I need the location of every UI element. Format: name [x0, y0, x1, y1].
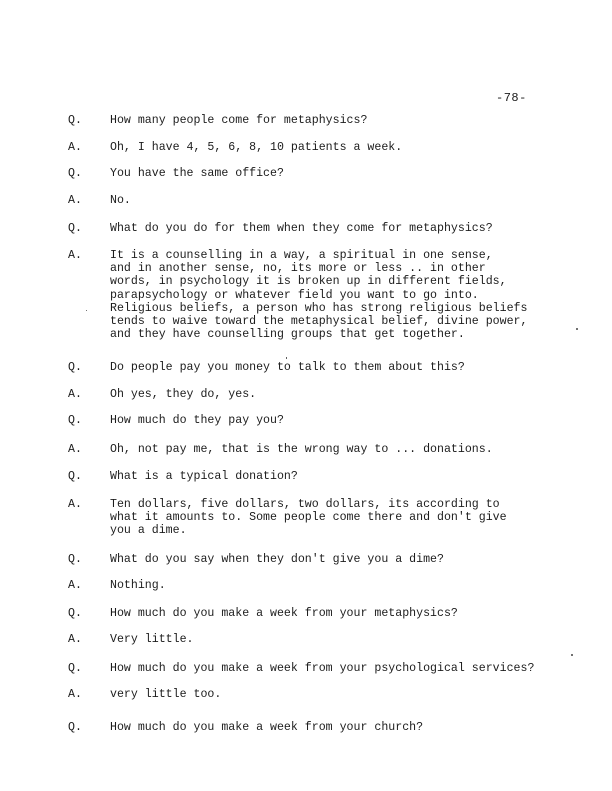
speaker-label: A. — [68, 498, 82, 511]
speaker-label: Q. — [68, 553, 82, 566]
exchange-text: very little too. — [110, 688, 222, 701]
speaker-label: Q. — [68, 414, 82, 427]
exchange-text: You have the same office? — [110, 167, 284, 180]
page-number: -78- — [496, 91, 527, 105]
scan-speck — [86, 310, 87, 311]
speaker-label: Q. — [68, 607, 82, 620]
speaker-label: Q. — [68, 470, 82, 483]
speaker-label: A. — [68, 388, 82, 401]
exchange-text: Do people pay you money to talk to them about this? — [110, 361, 465, 374]
exchange-text: It is a counselling in a way, a spiritual in one sense, and in another sense, no, its more or less .. in other words, in psychology it is broken up in different fields, parapsychology or whatever field you want to go into. Religious beliefs, a person who has strong religious beliefs tends to waive toward the metaphysical belief, divine power, and they have counselling groups that get together. — [110, 249, 528, 342]
speaker-label: Q. — [68, 167, 82, 180]
speaker-label: A. — [68, 141, 82, 154]
exchange-text: What is a typical donation? — [110, 470, 298, 483]
speaker-label: Q. — [68, 222, 82, 235]
scan-speck — [576, 328, 578, 330]
exchange-text: Oh, I have 4, 5, 6, 8, 10 patients a week. — [110, 141, 403, 154]
exchange-text: Ten dollars, five dollars, two dollars, its according to what it amounts to. Some people come there and don't give you a dime. — [110, 498, 507, 538]
speaker-label: Q. — [68, 361, 82, 374]
speaker-label: A. — [68, 249, 82, 262]
exchange-text: How many people come for metaphysics? — [110, 114, 368, 127]
exchange-text: Nothing. — [110, 579, 166, 592]
exchange-text: What do you say when they don't give you a dime? — [110, 553, 444, 566]
exchange-text: How much do you make a week from your psychological services? — [110, 662, 535, 675]
exchange-text: How much do they pay you? — [110, 414, 284, 427]
scan-speck — [286, 357, 287, 359]
exchange-text: Oh, not pay me, that is the wrong way to ... donations. — [110, 443, 493, 456]
speaker-label: Q. — [68, 721, 82, 734]
speaker-label: A. — [68, 688, 82, 701]
exchange-text: Very little. — [110, 633, 194, 646]
speaker-label: A. — [68, 633, 82, 646]
exchange-text: No. — [110, 194, 131, 207]
exchange-text: How much do you make a week from your metaphysics? — [110, 607, 458, 620]
speaker-label: A. — [68, 194, 82, 207]
exchange-text: Oh yes, they do, yes. — [110, 388, 257, 401]
speaker-label: Q. — [68, 114, 82, 127]
scan-speck — [571, 654, 573, 656]
speaker-label: Q. — [68, 662, 82, 675]
exchange-text: What do you do for them when they come for metaphysics? — [110, 222, 493, 235]
speaker-label: A. — [68, 443, 82, 456]
exchange-text: How much do you make a week from your church? — [110, 721, 424, 734]
speaker-label: A. — [68, 579, 82, 592]
